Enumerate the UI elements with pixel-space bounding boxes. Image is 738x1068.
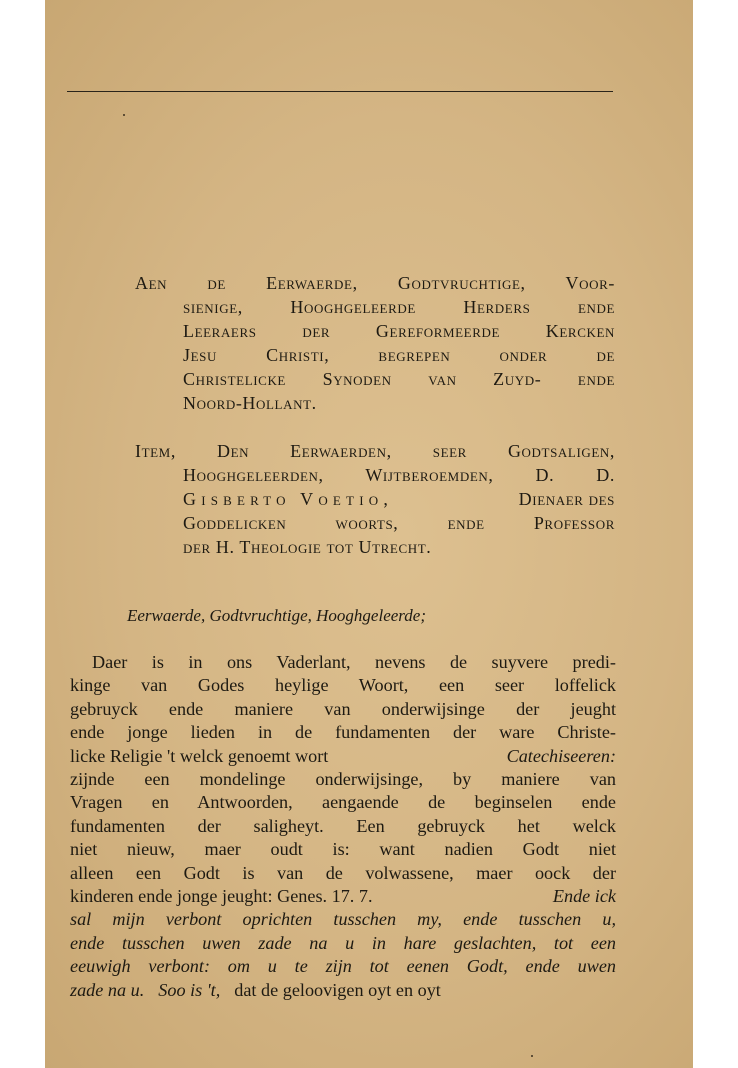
body-line-italic: eeuwigh verbont: om u te zijn tot eenen Godt, ende uwen bbox=[70, 956, 616, 977]
dedication-address-1 bbox=[135, 271, 615, 415]
dedication-address-2 bbox=[135, 439, 615, 559]
address-2-line-1: Item, Den Eerwaerden, seer Godtsaligen, bbox=[135, 441, 615, 461]
body-line: niet nieuw, maer oudt is: want nadien Godt niet bbox=[70, 839, 616, 860]
body-line-italic: ende tusschen uwen zade na u in hare geslachten, tot een bbox=[70, 932, 616, 953]
body-line: Daer is in ons Vaderlant, nevens de suyvere predi- bbox=[92, 652, 616, 672]
body-line-italic: Catechiseeren: bbox=[506, 745, 616, 766]
address-2-line-5: der H. Theologie tot Utrecht. bbox=[183, 537, 432, 557]
body-line-italic: zade na u. bbox=[70, 979, 145, 1000]
body-line-part: dat de geloovigen oyt en oyt bbox=[234, 979, 441, 1000]
address-2-line-4: Goddelicken woorts, ende Professor bbox=[183, 513, 615, 533]
address-1-line-4: Jesu Christi, begrepen onder de bbox=[183, 345, 615, 365]
body-line-part: licke Religie 't welck genoemt wort bbox=[70, 745, 329, 766]
ink-speck bbox=[531, 1055, 533, 1057]
body-line-italic: Soo is 't, bbox=[158, 979, 221, 1000]
body-line: ende jonge lieden in de fundamenten der ware Christe- bbox=[70, 722, 616, 743]
body-line bbox=[70, 979, 616, 1002]
address-1-line-6: Noord-Hollant. bbox=[183, 393, 317, 413]
recipient-title: Dienaer des bbox=[518, 489, 615, 509]
body-line: zijnde een mondelinge onderwijsinge, by maniere van bbox=[70, 769, 616, 790]
book-page bbox=[45, 0, 693, 1068]
body-line: fundamenten der saligheyt. Een gebruyck het welck bbox=[70, 815, 616, 836]
salutation: Eerwaerde, Godtvruchtige, Hooghgeleerde; bbox=[127, 606, 426, 625]
address-2-line-2: Hooghgeleerden, Wijtberoemden, D. D. bbox=[183, 465, 615, 485]
body-line-italic: sal mijn verbont oprichten tusschen my, ende tusschen u, bbox=[70, 909, 616, 930]
body-line: kinge van Godes heylige Woort, een seer loffelick bbox=[70, 675, 616, 696]
address-1-line-5: Christelicke Synoden van Zuyd- ende bbox=[183, 369, 615, 389]
body-line: gebruyck ende maniere van onderwijsinge der jeught bbox=[70, 698, 616, 719]
recipient-name: Gisberto Voetio, bbox=[183, 489, 394, 509]
body-line bbox=[70, 745, 616, 768]
body-line-italic: Ende ick bbox=[552, 886, 616, 907]
body-line: Vragen en Antwoorden, aengaende de beginselen ende bbox=[70, 792, 616, 813]
header-rule bbox=[67, 91, 613, 92]
body-paragraph bbox=[70, 651, 616, 1002]
address-1-line-2: sienige, Hooghgeleerde Herders ende bbox=[183, 297, 615, 317]
address-2-line-3 bbox=[135, 487, 615, 511]
address-1-line-3: Leeraers der Gereformeerde Kercken bbox=[183, 321, 615, 341]
body-line: alleen een Godt is van de volwassene, maer oock der bbox=[70, 862, 616, 883]
body-line-part: kinderen ende jonge jeught: Genes. 17. 7. bbox=[70, 886, 373, 907]
body-line bbox=[70, 885, 616, 908]
address-1-line-1: Aen de Eerwaerde, Godtvruchtige, Voor- bbox=[135, 273, 615, 293]
ink-speck bbox=[123, 114, 125, 116]
